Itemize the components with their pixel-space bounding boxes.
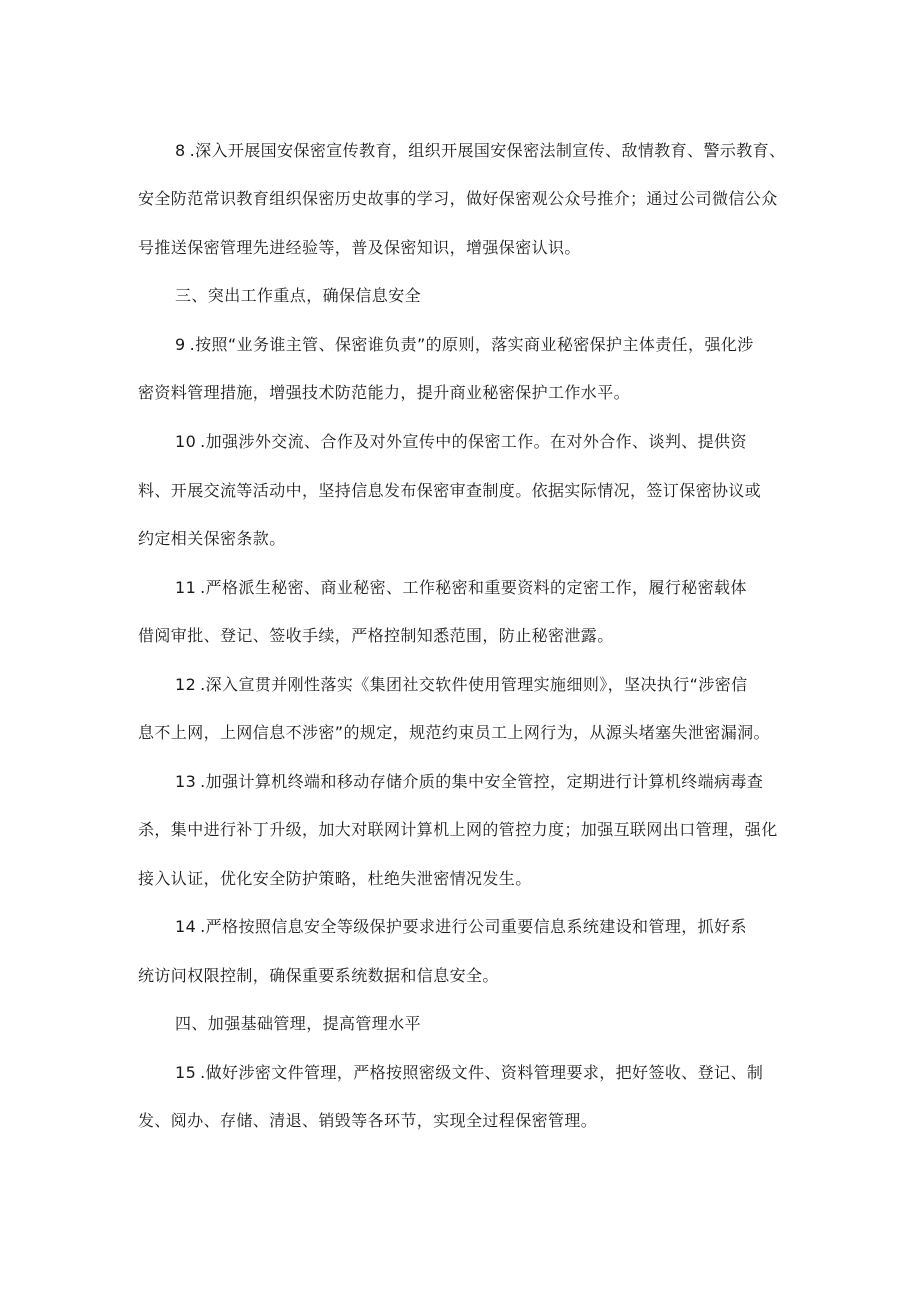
item-9-number: 9	[175, 335, 186, 354]
item-14-line-1	[175, 916, 747, 938]
item-10-line-2: 料、开展交流等活动中，坚持信息发布保密审查制度。依据实际情况，签订保密协议或	[138, 481, 762, 500]
item-12-text-1: .深入宣贯并刚性落实《集团社交软件使用管理实施细则》，坚决执行“涉密信	[200, 675, 748, 694]
item-11-line-2: 借阅审批、登记、签收手续，严格控制知悉范围，防止秘密泄露。	[138, 626, 614, 645]
item-15-line-2: 发、阅办、存储、清退、销毁等各环节，实现全过程保密管理。	[138, 1111, 598, 1130]
item-15-number: 15	[175, 1063, 197, 1082]
item-10-line-3: 约定相关保密条款。	[138, 529, 286, 548]
item-8-line-2: 安全防范常识教育组织保密历史故事的学习，做好保密观公众号推介；通过公司微信公众	[138, 189, 778, 208]
item-10-line-1	[175, 431, 747, 453]
item-8-line-3: 号推送保密管理先进经验等，普及保密知识，增强保密认识。	[138, 238, 581, 257]
item-11-text-1: .严格派生秘密、商业秘密、工作秘密和重要资料的定密工作，履行秘密载体	[200, 578, 747, 597]
item-11-line-1	[175, 577, 747, 599]
item-8-text-1: .深入开展国安保密宣传教育，组织开展国安保密法制宣传、敌情教育、警示教育、	[189, 141, 786, 160]
item-9-line-1	[175, 334, 754, 356]
item-9-text-1: .按照“业务谁主管、保密谁负责”的原则，落实商业秘密保护主体责任，强化涉	[189, 335, 754, 354]
item-14-line-2: 统访问权限控制，确保重要系统数据和信息安全。	[138, 966, 499, 985]
item-15-line-1	[175, 1062, 763, 1084]
item-15-text-1: .做好涉密文件管理，严格按照密级文件、资料管理要求，把好签收、登记、制	[200, 1063, 764, 1082]
item-12-number: 12	[175, 675, 197, 694]
item-9-line-2: 密资料管理措施，增强技术防范能力，提升商业秘密保护工作水平。	[138, 383, 631, 402]
item-10-number: 10	[175, 432, 197, 451]
item-13-line-3: 接入认证，优化安全防护策略，杜绝失泄密情况发生。	[138, 869, 532, 888]
item-14-text-1: .严格按照信息安全等级保护要求进行公司重要信息系统建设和管理，抓好系	[200, 917, 747, 936]
item-13-line-2: 杀，集中进行补丁升级，加大对联网计算机上网的管控力度；加强互联网出口管理，强化	[138, 820, 778, 839]
section-heading-3: 三、突出工作重点，确保信息安全	[175, 286, 422, 305]
item-13-number: 13	[175, 772, 197, 791]
item-11-number: 11	[175, 578, 197, 597]
item-13-line-1	[175, 771, 763, 793]
item-8-line-1	[175, 140, 785, 162]
item-12-line-1	[175, 674, 748, 696]
item-13-text-1: .加强计算机终端和移动存储介质的集中安全管控，定期进行计算机终端病毒查	[200, 772, 764, 791]
item-12-line-2: 息不上网，上网信息不涉密”的规定，规范约束员工上网行为，从源头堵塞失泄密漏洞。	[138, 723, 770, 742]
item-10-text-1: .加强涉外交流、合作及对外宣传中的保密工作。在对外合作、谈判、提供资	[200, 432, 747, 451]
section-heading-4: 四、加强基础管理，提高管理水平	[175, 1014, 422, 1033]
item-14-number: 14	[175, 917, 197, 936]
item-8-number: 8	[175, 141, 186, 160]
